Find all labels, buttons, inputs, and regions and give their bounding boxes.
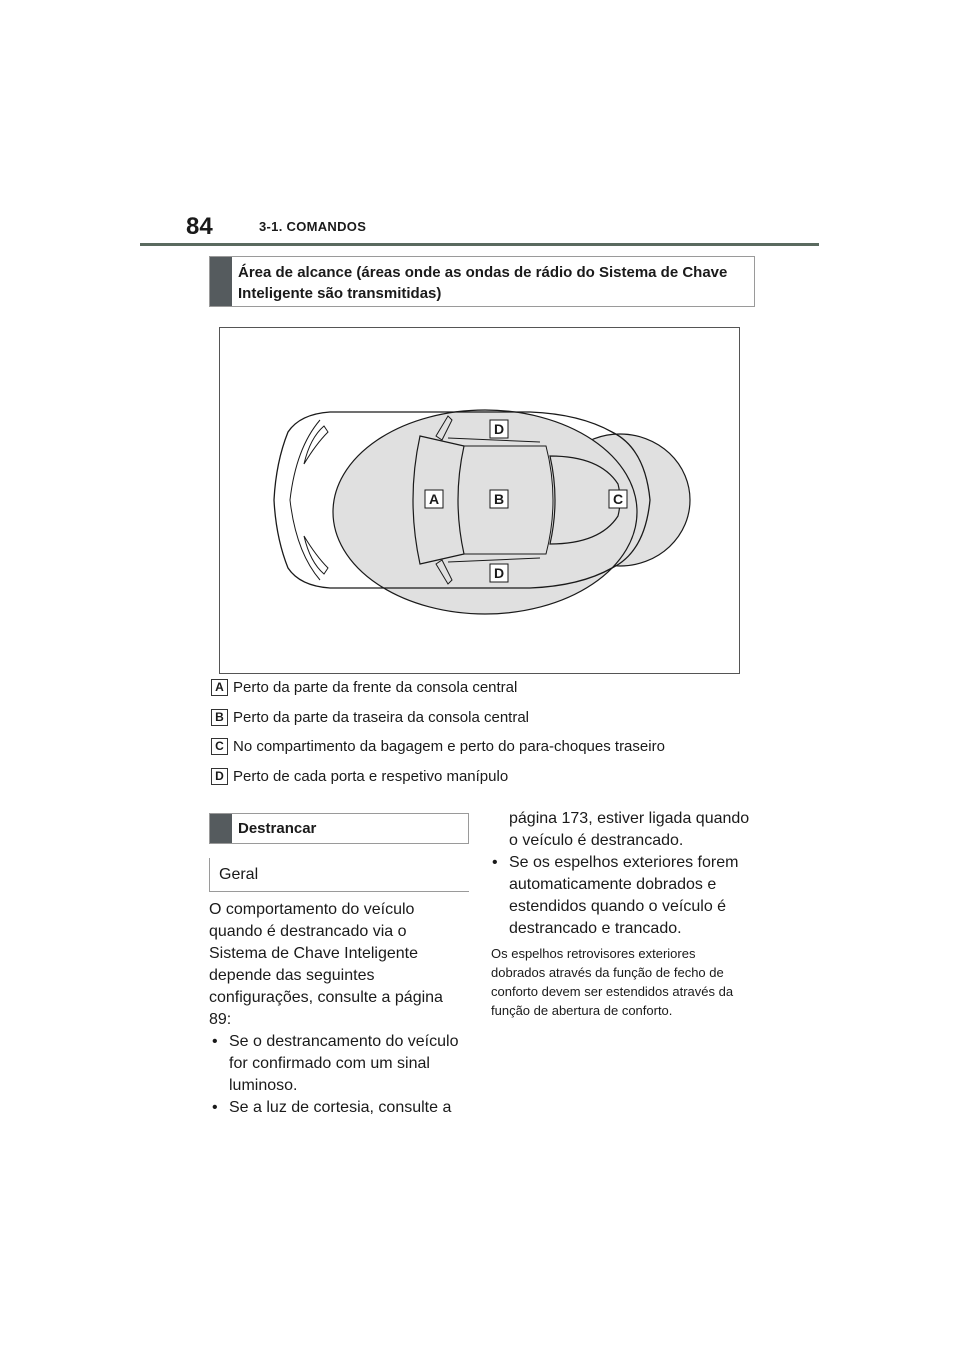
- legend-key-c: C: [211, 738, 228, 755]
- section-title: 3-1. COMANDOS: [259, 219, 367, 234]
- legend-text-d: Perto de cada porta e respetivo manípulo: [233, 768, 509, 785]
- label-b: [490, 490, 508, 508]
- bullet-item: [209, 1031, 467, 1097]
- left-column: [209, 899, 467, 1119]
- legend-text-a: Perto da parte da frente da consola central: [233, 679, 518, 696]
- page-number: 84: [186, 213, 213, 240]
- label-d-bottom-text: D: [493, 565, 505, 581]
- range-area-title: Área de alcance (áreas onde as ondas de rádio do Sistema de Chave Inteligente são transmitidas): [238, 264, 728, 302]
- heading-bar: [210, 814, 232, 843]
- general-title: Geral: [219, 866, 259, 883]
- bullet-item: [209, 1097, 467, 1119]
- label-d-top: [490, 420, 508, 438]
- legend-key-d: D: [211, 768, 228, 785]
- legend-text-c: No compartimento da bagagem e perto do para-choques traseiro: [233, 738, 665, 755]
- range-area-heading: [209, 256, 755, 307]
- legend-key-b: B: [211, 709, 228, 726]
- cabin-range-zone: [333, 410, 637, 614]
- legend-key-a: A: [211, 679, 228, 696]
- hood-left: [290, 420, 320, 580]
- bullet-dot: •: [212, 1099, 218, 1116]
- bullet-text: Se os espelhos exteriores forem automaticamente dobrados e estendidos quando o veículo é destrancado e trancado.: [509, 854, 739, 937]
- header-rule: [140, 243, 819, 246]
- continuation-text: página 173, estiver ligada quando o veículo é destrancado.: [509, 810, 750, 849]
- label-d-bottom: [490, 564, 508, 582]
- unlock-heading: [209, 813, 469, 844]
- unlock-title: Destrancar: [238, 820, 317, 837]
- heading-bar: [210, 257, 232, 306]
- general-subheading: [209, 858, 469, 892]
- range-diagram: [219, 327, 740, 674]
- right-column: [489, 808, 751, 940]
- label-c: [609, 490, 627, 508]
- intro-paragraph: O comportamento do veículo quando é destrancado via o Sistema de Chave Inteligente depende das seguintes configurações, consulte a página 89:: [209, 901, 443, 1028]
- label-d-top-text: D: [493, 421, 505, 437]
- bullet-dot: •: [492, 854, 498, 871]
- legend-text-b: Perto da parte da traseira da consola central: [233, 709, 530, 726]
- label-c-text: C: [612, 491, 624, 507]
- headlight-top: [304, 426, 328, 464]
- note-text: Os espelhos retrovisores exteriores dobrados através da função de fecho de conforto devem ser estendidos através da função de abertura de conforto.: [491, 946, 734, 1018]
- label-a: [425, 490, 443, 508]
- label-b-text: B: [493, 491, 505, 507]
- car-top-view: [220, 328, 741, 675]
- bullet-text: Se o destrancamento do veículo for confirmado com um sinal luminoso.: [229, 1033, 459, 1094]
- bullet-text: Se a luz de cortesia, consulte a: [229, 1099, 452, 1116]
- bullet-item: [489, 852, 751, 940]
- bullet-dot: •: [212, 1033, 218, 1050]
- label-a-text: A: [428, 491, 440, 507]
- headlight-bottom: [304, 536, 328, 574]
